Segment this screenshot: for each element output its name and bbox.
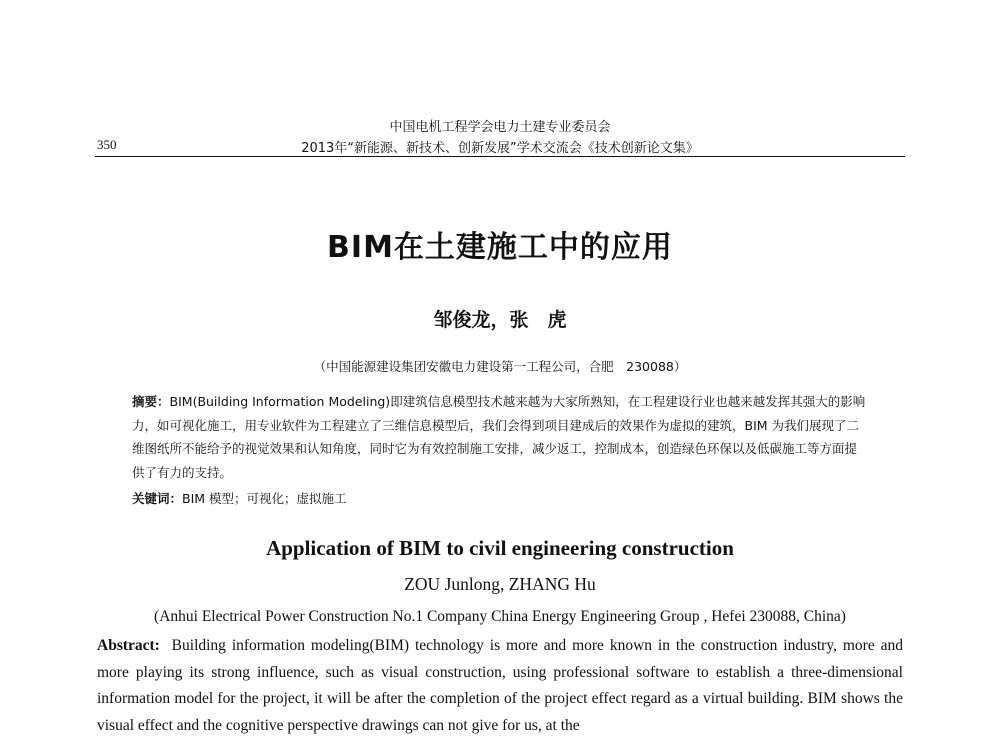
header-rule bbox=[95, 156, 905, 157]
authors-en: ZOU Junlong, ZHANG Hu bbox=[404, 574, 596, 594]
running-header-proceedings: 2013年“新能源、新技术、创新发展”学术交流会《技术创新论文集》 bbox=[301, 141, 699, 156]
authors-cn: 邹俊龙，张 虎 bbox=[433, 309, 567, 331]
keywords-text-cn: BIM 模型；可视化；虚拟施工 bbox=[182, 491, 347, 506]
paper-title-en: Application of BIM to civil engineering construction bbox=[266, 536, 734, 560]
paper-title-cn: BIM在土建施工中的应用 bbox=[327, 230, 673, 265]
affiliation-cn: （中国能源建设集团安徽电力建设第一工程公司，合肥 230088） bbox=[313, 359, 687, 374]
abstract-text-cn: BIM(Building Information Modeling)即建筑信息模型技术越来越为大家所熟知，在工程建设行业也越来越发挥其强大的影响力，如可视化施工，用专业软件为工程建立了三维信息模型后，我们会得到项目建成后的效果作为虚拟的建筑，BIM 为我们展现了二维图纸所不能给予的视觉效果和认知角度，同时它为有效控制施工安排，减少返工，控制成本，创造绿色环保以及低碳施工等方面提供了有力的支持。 bbox=[132, 394, 866, 480]
running-header-organization: 中国电机工程学会电力土建专业委员会 bbox=[389, 120, 611, 135]
abstract-label-cn: 摘要： bbox=[132, 394, 170, 409]
keywords-label-cn: 关键词： bbox=[132, 491, 183, 506]
abstract-text-en: Building information modeling(BIM) technology is more and more known in the construction industry, more and more playing its strong influence, such as visual construction, using professional software to establish a three-dimensional information model for the project, it will be after the completion of the project effect regard as a virtual building. BIM shows the visual effect and the cognitive perspective drawings can not give for us, at the bbox=[97, 637, 903, 734]
abstract-en bbox=[97, 633, 903, 739]
page-number: 350 bbox=[97, 137, 117, 152]
keywords-cn bbox=[132, 487, 868, 511]
abstract-label-en: Abstract: bbox=[97, 637, 160, 654]
affiliation-en: (Anhui Electrical Power Construction No.1 Company China Energy Engineering Group , Hefei 230088, China) bbox=[154, 608, 846, 625]
abstract-cn bbox=[132, 390, 868, 484]
